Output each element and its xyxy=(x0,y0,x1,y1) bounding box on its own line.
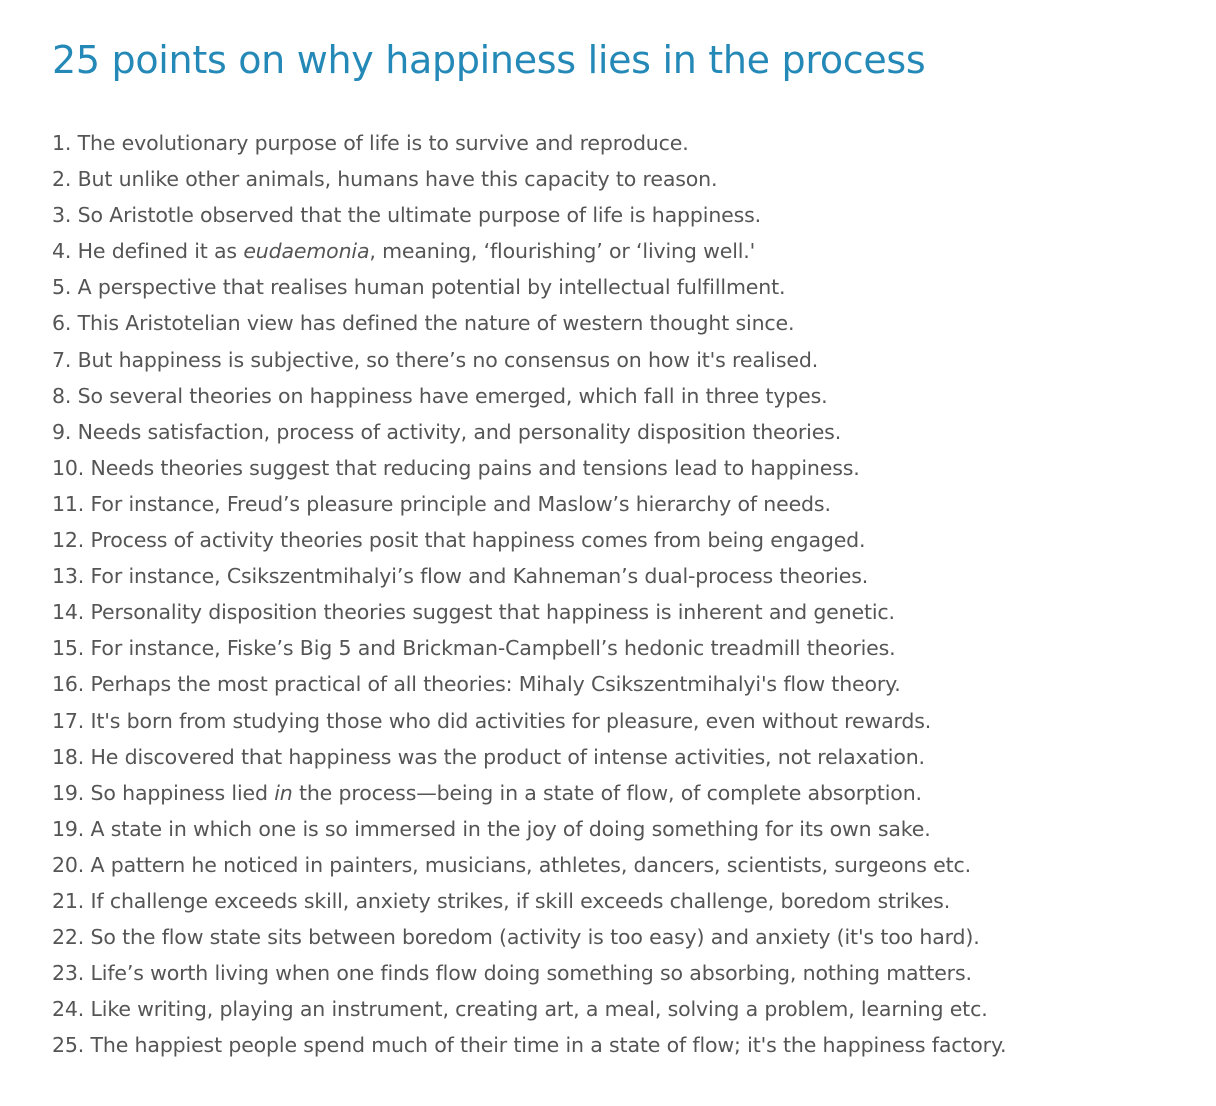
list-item: 21. If challenge exceeds skill, anxiety strikes, if skill exceeds challenge, boredom strikes. xyxy=(52,888,951,913)
list-item: 8. So several theories on happiness have emerged, which fall in three types. xyxy=(52,383,828,408)
list-item: 20. A pattern he noticed in painters, musicians, athletes, dancers, scientists, surgeons etc. xyxy=(52,852,971,877)
list-item: 7. But happiness is subjective, so there’s no consensus on how it's realised. xyxy=(52,347,819,372)
list-item: 3. So Aristotle observed that the ultimate purpose of life is happiness. xyxy=(52,203,762,228)
list-item: 25. The happiest people spend much of their time in a state of flow; it's the happiness factory. xyxy=(52,1033,1007,1058)
list-item: 22. So the flow state sits between boredom (activity is too easy) and anxiety (it's too hard). xyxy=(52,925,980,950)
list-item: 5. A perspective that realises human potential by intellectual fulfillment. xyxy=(52,275,786,300)
list-item: 4. He defined it as eudaemonia, meaning, ‘flourishing’ or ‘living well.' xyxy=(52,239,756,264)
list-item: 16. Perhaps the most practical of all theories: Mihaly Csikszentmihalyi's flow theory. xyxy=(52,672,901,697)
list-item: 17. It's born from studying those who did activities for pleasure, even without rewards. xyxy=(52,708,932,733)
list-item: 10. Needs theories suggest that reducing pains and tensions lead to happiness. xyxy=(52,455,860,480)
points-list xyxy=(52,125,1196,1063)
list-item: 18. He discovered that happiness was the product of intense activities, not relaxation. xyxy=(52,744,925,769)
list-item: 15. For instance, Fiske’s Big 5 and Brickman-Campbell’s hedonic treadmill theories. xyxy=(52,636,896,661)
list-item: 11. For instance, Freud’s pleasure principle and Maslow’s hierarchy of needs. xyxy=(52,491,831,516)
list-item: 14. Personality disposition theories suggest that happiness is inherent and genetic. xyxy=(52,600,895,625)
list-item: 19. So happiness lied in the process—being in a state of flow, of complete absorption. xyxy=(52,780,922,805)
emphasis-term: eudaemonia xyxy=(243,239,370,264)
page-title: 25 points on why happiness lies in the process xyxy=(52,38,926,82)
list-item: 24. Like writing, playing an instrument, creating art, a meal, solving a problem, learning etc. xyxy=(52,997,988,1022)
list-item: 6. This Aristotelian view has defined the nature of western thought since. xyxy=(52,311,795,336)
list-item: 23. Life’s worth living when one finds flow doing something so absorbing, nothing matters. xyxy=(52,961,972,986)
list-item: 19. A state in which one is so immersed in the joy of doing something for its own sake. xyxy=(52,816,931,841)
list-item: 12. Process of activity theories posit that happiness comes from being engaged. xyxy=(52,528,866,553)
list-item: 1. The evolutionary purpose of life is to survive and reproduce. xyxy=(52,131,689,155)
list-item: 9. Needs satisfaction, process of activity, and personality disposition theories. xyxy=(52,419,842,444)
list-item: 2. But unlike other animals, humans have this capacity to reason. xyxy=(52,167,718,192)
list-item: 13. For instance, Csikszentmihalyi’s flow and Kahneman’s dual-process theories. xyxy=(52,564,869,589)
emphasis-term: in xyxy=(274,780,293,805)
